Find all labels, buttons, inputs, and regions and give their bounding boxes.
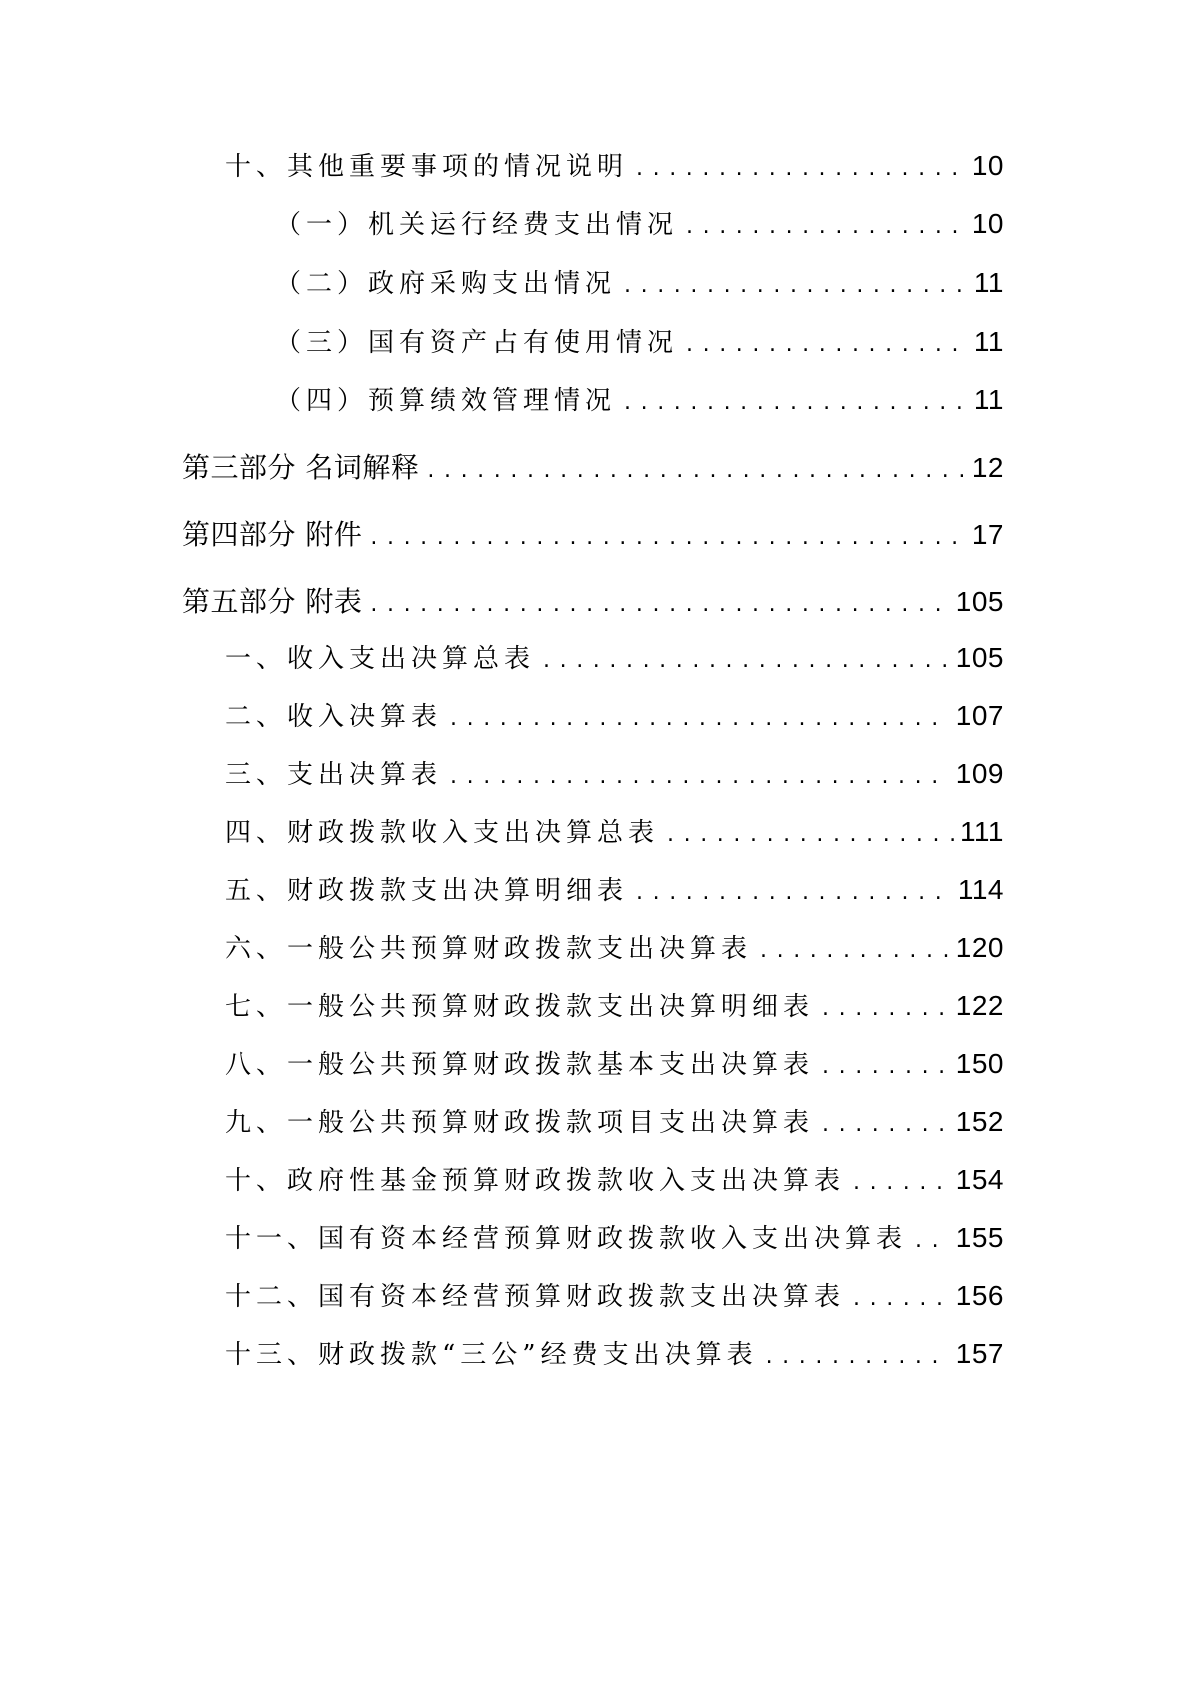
toc-page-number: 155 [955,1222,1004,1253]
toc-page-number: 10 [971,208,1004,239]
toc-dot-leader [636,880,952,905]
toc-dot-leader [915,1228,950,1253]
toc-entry[interactable] [225,986,1004,1023]
toc-dot-leader [450,706,950,731]
toc-entry-title: 七、一般公共预算财政拨款支出决算明细表 [225,992,815,1022]
toc-entry-title: 五、财政拨款支出决算明细表 [225,876,629,906]
toc-entry-title: 第三部分 名词解释 [182,451,420,484]
toc-dot-leader [822,1112,950,1137]
toc-entry[interactable] [225,1102,1004,1139]
toc-entry-title: 十、其他重要事项的情况说明 [225,152,629,182]
toc-entry[interactable] [225,1334,1004,1371]
toc-entry-title: 三、支出决算表 [225,760,443,790]
toc-dot-leader [822,996,950,1021]
toc-part-entry[interactable] [182,446,1004,486]
toc-entry-title: 四、财政拨款收入支出决算总表 [225,818,660,848]
toc-entry-title: 八、一般公共预算财政拨款基本支出决算表 [225,1050,815,1080]
toc-entry[interactable] [225,1276,1004,1313]
toc-page-number: 11 [973,326,1004,357]
toc-entry[interactable] [225,146,1004,183]
toc-dot-leader [667,822,954,847]
toc-entry-title: 十、政府性基金预算财政拨款收入支出决算表 [225,1166,846,1196]
toc-dot-leader [543,648,950,673]
toc-dot-leader [822,1054,950,1079]
toc-entry-title: 六、一般公共预算财政拨款支出决算表 [225,934,753,964]
toc-entry-title: 第五部分 附表 [182,585,363,618]
toc-entry-title: （三）国有资产占有使用情况 [275,328,679,358]
toc-entry[interactable] [225,754,1004,791]
toc-page-number: 10 [971,150,1004,181]
toc-entry[interactable] [275,322,1004,359]
toc-dot-leader [624,390,968,415]
toc-dot-leader [624,273,968,298]
toc-entry[interactable] [225,812,1004,849]
toc-entry[interactable] [225,870,1004,907]
toc-page-number: 109 [955,758,1004,789]
toc-page-number: 120 [955,932,1004,963]
toc-entry[interactable] [225,696,1004,733]
toc-dot-leader [427,458,965,483]
toc-entry[interactable] [225,928,1004,965]
toc-entry-title: （一）机关运行经费支出情况 [275,210,679,240]
toc-page-number: 152 [955,1106,1004,1137]
toc-dot-leader [686,332,968,357]
toc-entry[interactable] [225,1044,1004,1081]
toc-page-number: 157 [955,1338,1004,1369]
toc-entry[interactable] [225,1218,1004,1255]
toc-page-number: 105 [955,586,1004,617]
toc-dot-leader [370,592,949,617]
toc-page-number: 107 [955,700,1004,731]
toc-entry-title: 十三、财政拨款“三公”经费支出决算表 [225,1340,758,1370]
toc-entry[interactable] [225,1160,1004,1197]
toc-entry[interactable] [275,263,1004,300]
toc-dot-leader [450,764,950,789]
toc-entry-title: 十一、国有资本经营预算财政拨款收入支出决算表 [225,1224,908,1254]
toc-page-number: 11 [973,267,1004,298]
toc-dot-leader [760,938,950,963]
toc-page-number: 150 [955,1048,1004,1079]
toc-part-entry[interactable] [182,580,1004,620]
toc-entry-title: 第四部分 附件 [182,518,363,551]
toc-entry-title: （四）预算绩效管理情况 [275,386,617,416]
toc-dot-leader [686,214,966,239]
toc-page-number: 122 [955,990,1004,1021]
toc-entry-title: （二）政府采购支出情况 [275,269,617,299]
toc-page-number: 114 [957,874,1004,905]
toc-page-number: 111 [959,816,1004,847]
toc-page-number: 11 [973,384,1004,415]
toc-entry[interactable] [275,380,1004,417]
toc-page-number: 12 [971,452,1004,483]
toc-page-number: 105 [955,642,1004,673]
toc-entry[interactable] [275,204,1004,241]
toc-dot-leader [370,525,965,550]
toc-page-number: 17 [971,519,1004,550]
toc-page-number: 156 [955,1280,1004,1311]
toc-part-entry[interactable] [182,513,1004,553]
toc-dot-leader [636,156,966,181]
toc-entry-title: 二、收入决算表 [225,702,443,732]
toc-entry-title: 九、一般公共预算财政拨款项目支出决算表 [225,1108,815,1138]
toc-page-number: 154 [955,1164,1004,1195]
toc-entry-title: 十二、国有资本经营预算财政拨款支出决算表 [225,1282,846,1312]
toc-entry[interactable] [225,638,1004,675]
toc-dot-leader [853,1170,950,1195]
toc-dot-leader [853,1286,950,1311]
toc-entry-title: 一、收入支出决算总表 [225,644,536,674]
toc-dot-leader [766,1344,950,1369]
